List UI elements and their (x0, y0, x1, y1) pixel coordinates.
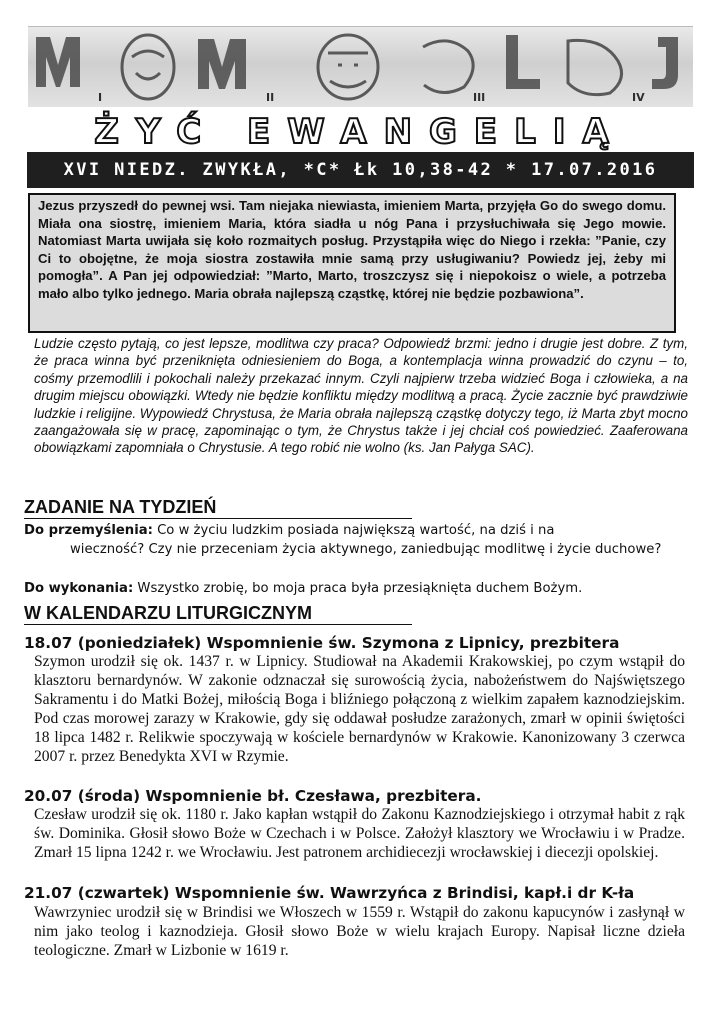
gospel-text: Jezus przyszedł do pewnej wsi. Tam niejaka niewiasta, imieniem Marta, przyjęła Go do swego domu. Miała ona siostrę, imieniem Maria, która siadła u nóg Pana i przysłuchiwała się Jego mowie. Natomiast Marta uwijała się koło rozmaitych posług. Przystąpiła więc do Niego i rzekła: ”Panie, czy Ci to obojętne, że moja siostra zostawiła mnie samą przy usługiwaniu? Powiedz jej, żeby mi pomogła”. A Pan jej odpowiedział: ”Marto, Marto, troszczysz się i niepokoisz o wiele, a potrzeba mało albo tylko jednego. Maria obrała najlepszą cząstkę, której nie będzie pozbawiona”. (38, 198, 666, 301)
calendar-entry-text: Czesław urodził się ok. 1180 r. Jako kapłan wstąpił do Zakonu Kaznodziejskiego i otrzymał habit z rąk św. Dominika. Głosił słowo Boże w Czechach i w Polsce. Założył klasztory we Wrocławiu i w Pradze. Zmarł 15 lipna 1242 r. we Wrocławiu. Jest patronem archidiecezji wrocławskiej i diecezji opolskiej. (34, 806, 685, 861)
reflect-text-rest: wieczność? Czy nie przeceniam życia aktywnego, zaniedbując modlitwę i życie duchowe? (70, 541, 662, 557)
calendar-entry-title: 21.07 (czwartek) Wspomnienie św. Wawrzyńca z Brindisi, kapł.i dr K-ła (24, 884, 635, 902)
calendar-entry-title: 18.07 (poniedziałek) Wspomnienie św. Szymona z Lipnicy, prezbitera (24, 634, 620, 652)
reflect-item (24, 522, 696, 559)
commentary-text: Ludzie często pytają, co jest lepsze, modlitwa czy praca? Odpowiedź brzmi: jedno i drugie jest dobre. Z tym, że praca winna być przeniknięta odniesieniem do Boga, a kontemplacja winna prowadzić do czynu – to, cośmy przemodlili i pokochali należy przekazać innym. Czyli najpierw trzeba widzieć Boga i człowieka, a na drugim miejscu obowiązki. Wtedy nie będzie konfliktu między modlitwą a pracą. Życie zacznie być prawdziwie ludzkie i religijne. Wypowiedź Chrystusa, że Maria obrała najlepszą cząstkę dotyczy tego, iż Marta zbyt mocno zaangażowała się w pracę, zapominając o tym, że Chrystus także i jej chciał coś powiedzieć. Zaaferowana obowiązkami zapomniała o Chrystusie. A tego robić nie wolno (ks. Jan Pałyga SAC). (34, 336, 688, 456)
calendar-heading: W KALENDARZU LITURGICZNYM (24, 602, 412, 625)
do-text: Wszystko zrobię, bo moja praca była przesiąknięta duchem Bożym. (133, 581, 583, 596)
header-banner (28, 26, 693, 107)
do-item (24, 580, 696, 599)
task-heading: ZADANIE NA TYDZIEŃ (24, 496, 412, 519)
banner-artwork (28, 27, 693, 107)
reflect-text-line1: Co w życiu ludzkim posiada największą wartość, na dziś i na (152, 523, 555, 538)
calendar-entry-text: Wawrzyniec urodził się w Brindisi we Włoszech w 1559 r. Wstąpił do zakonu kapucynów i zasłynął w nim jako teolog i kaznodzieja. Głosił słowo Boże w wielu krajach Europy. Napisał liczne dzieła teologiczne. Zmarł w Lizbonie w 1619 r. (34, 904, 685, 959)
gospel-box (28, 193, 676, 333)
svg-text:IV: IV (632, 91, 645, 104)
do-label: Do wykonania: (24, 581, 134, 596)
svg-text:III: III (473, 91, 486, 104)
page-title: ŻYĆ EWANGELIĄ (94, 112, 626, 152)
svg-text:II: II (266, 91, 275, 104)
reflect-label: Do przemyślenia: (24, 523, 153, 538)
sunday-banner: XVI NIEDZ. ZWYKŁA, *C* Łk 10,38-42 * 17.07.2016 (27, 152, 694, 188)
svg-text:I: I (98, 91, 103, 104)
calendar-entry-title: 20.07 (środa) Wspomnienie bł. Czesława, prezbitera. (24, 787, 482, 805)
calendar-entry-text: Szymon urodził się ok. 1437 r. w Lipnicy. Studiował na Akademii Krakowskiej, po czym wstąpił do klasztoru bernardynów. W zakonie odznaczał się surowością życia, nabożeństwem do Najświętszego Sakramentu i do Matki Bożej, miłością Boga i bliźniego połączoną z wielkim zapałem kaznodziejskim. Pod czas morowej zarazy w Krakowie, gdy się oddawał posłudze zarażonych, zmarł w opinii świętości 18 lipca 1482 r. Relikwie spoczywają w kościele bernardynów w Krakowie. Kanonizowany 3 czerwca 2007 r. przez Benedykta XVI w Rzymie. (34, 653, 685, 765)
